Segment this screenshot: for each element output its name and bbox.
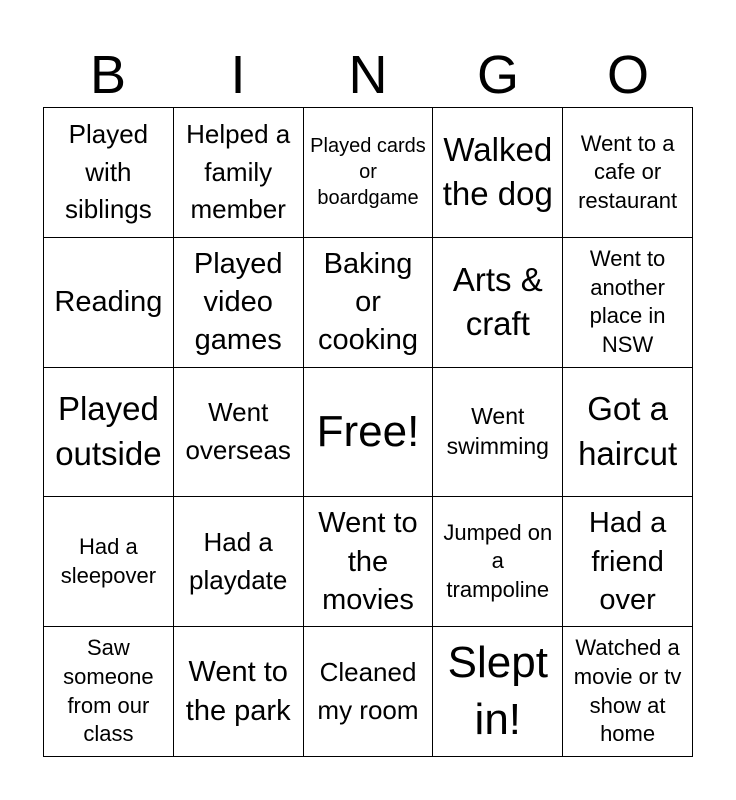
- cell-text: Played cards or boardgame: [310, 135, 426, 210]
- cell-text: Got a haircut: [578, 390, 678, 472]
- bingo-cell[interactable]: [174, 627, 304, 757]
- cell-text: Went swimming: [446, 403, 549, 459]
- bingo-board: [43, 107, 693, 757]
- bingo-cell[interactable]: [174, 108, 304, 238]
- cell-text: Went to the movies: [318, 507, 418, 616]
- cell-text: Went to the park: [185, 656, 291, 727]
- cell-text: Helped a family member: [186, 118, 291, 225]
- bingo-cell[interactable]: [304, 238, 434, 368]
- cell-text: Baking or cooking: [318, 247, 418, 357]
- header-letter-g: G: [476, 45, 519, 105]
- bingo-cell[interactable]: [433, 108, 563, 238]
- bingo-cell[interactable]: [44, 238, 174, 368]
- bingo-cell[interactable]: [563, 238, 693, 368]
- cell-text: Went overseas: [185, 397, 291, 465]
- cell-text: Went to a cafe or restaurant: [578, 130, 678, 213]
- bingo-cell[interactable]: [44, 627, 174, 757]
- free-space-cell[interactable]: [304, 368, 434, 498]
- free-space-text: Free!: [316, 406, 420, 456]
- bingo-cell[interactable]: [433, 627, 563, 757]
- bingo-cell[interactable]: [563, 368, 693, 498]
- cell-text: Cleaned my room: [317, 656, 419, 725]
- cell-text: Played with siblings: [65, 118, 152, 225]
- bingo-header: [43, 44, 693, 106]
- cell-text: Had a sleepover: [60, 534, 157, 588]
- header-letter-i: I: [230, 45, 246, 105]
- cell-text: Jumped on a trampoline: [443, 519, 553, 603]
- bingo-cell[interactable]: [44, 108, 174, 238]
- bingo-cell[interactable]: [433, 368, 563, 498]
- bingo-cell[interactable]: [433, 238, 563, 368]
- bingo-cell[interactable]: [304, 108, 434, 238]
- bingo-cell[interactable]: [304, 497, 434, 627]
- bingo-cell[interactable]: [44, 497, 174, 627]
- header-letter-b: B: [89, 45, 127, 105]
- bingo-cell[interactable]: [563, 497, 693, 627]
- bingo-cell[interactable]: [304, 627, 434, 757]
- cell-text: Had a friend over: [588, 507, 667, 616]
- cell-text: Slept in!: [447, 638, 548, 744]
- cell-text: Went to another place in NSW: [589, 246, 666, 357]
- cell-text: Watched a movie or tv show at home: [573, 635, 682, 747]
- bingo-cell[interactable]: [174, 238, 304, 368]
- bingo-cell[interactable]: [433, 497, 563, 627]
- header-letter-o: O: [606, 45, 649, 105]
- cell-text: Saw someone from our class: [63, 635, 154, 747]
- cell-text: Walked the dog: [442, 130, 553, 213]
- bingo-cell[interactable]: [174, 497, 304, 627]
- cell-text: Had a playdate: [189, 527, 288, 595]
- bingo-cell[interactable]: [44, 368, 174, 498]
- cell-text: Reading: [54, 286, 163, 319]
- bingo-cell[interactable]: [174, 368, 304, 498]
- cell-text: Arts & craft: [452, 260, 543, 343]
- cell-text: Played video games: [193, 247, 283, 357]
- cell-text: Played outside: [55, 390, 162, 472]
- bingo-cell[interactable]: [563, 627, 693, 757]
- bingo-cell[interactable]: [563, 108, 693, 238]
- header-letter-n: N: [348, 45, 388, 105]
